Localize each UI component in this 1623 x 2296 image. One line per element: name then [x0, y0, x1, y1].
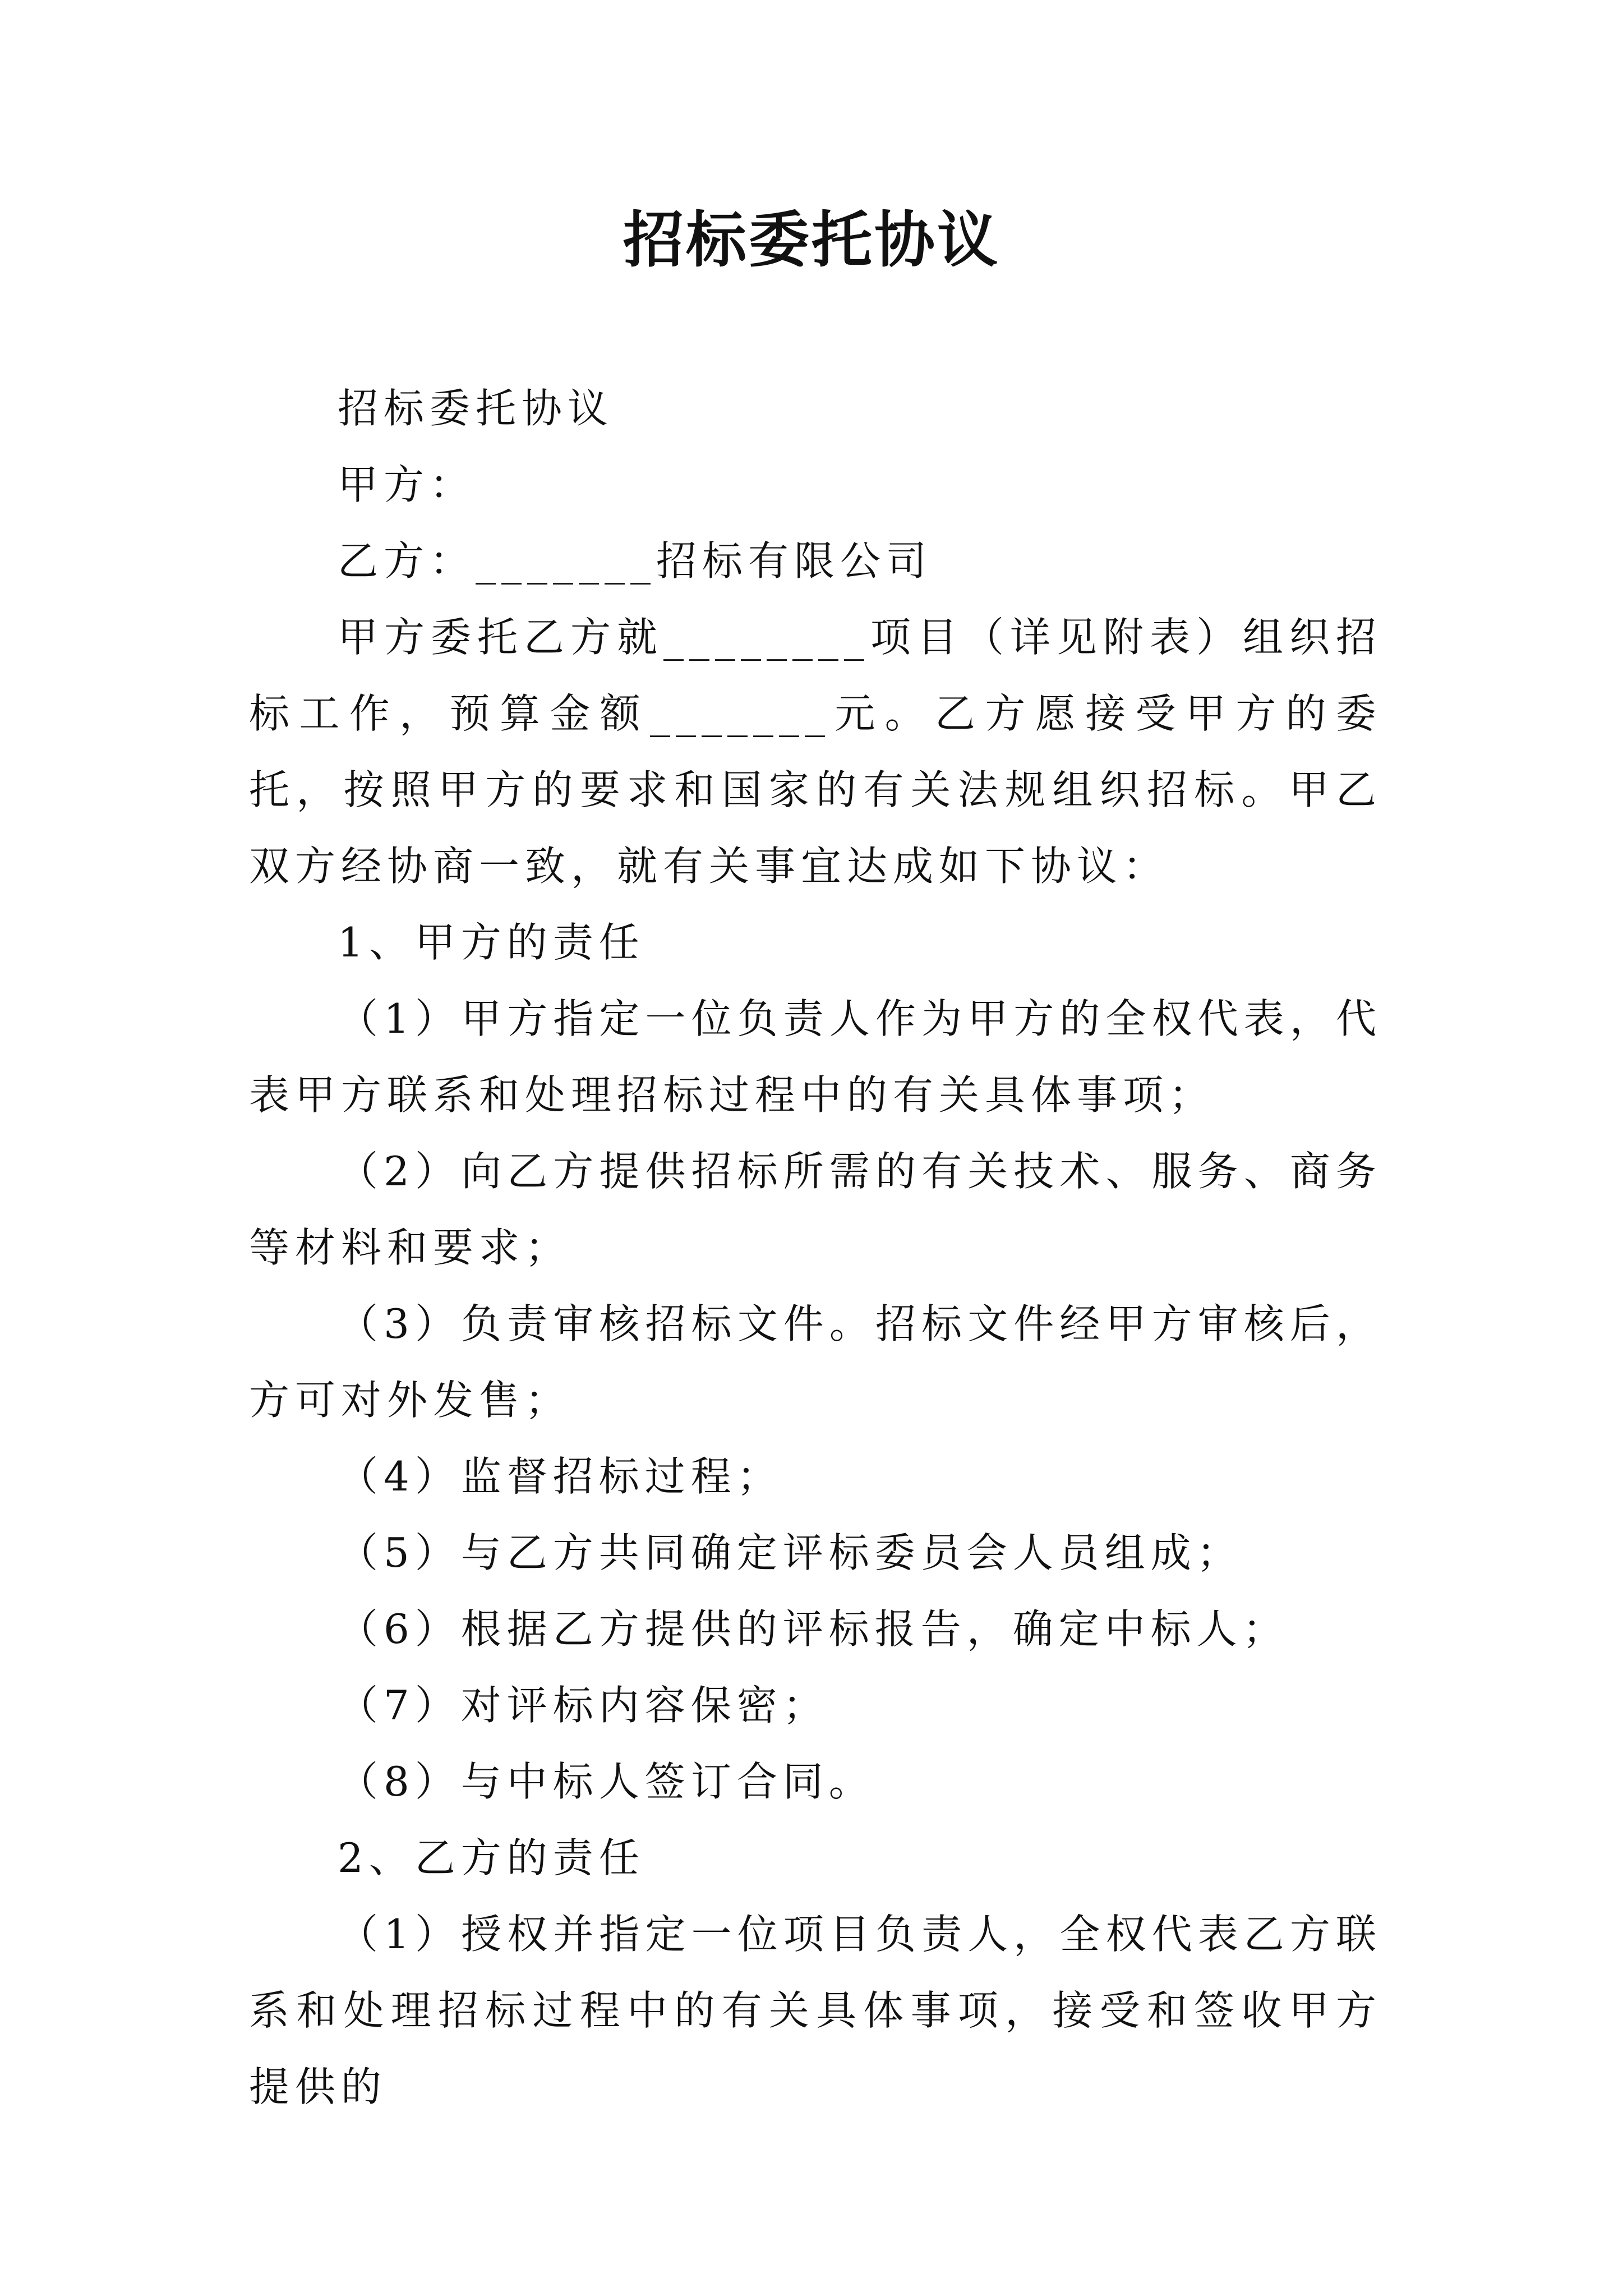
clause-item: （2）向乙方提供招标所需的有关技术、服务、商务等材料和要求； [249, 1148, 1382, 1271]
intro-paragraph: 甲方委托乙方就________项目（详见附表）组织招标工作，预算金额_______元。乙方愿接受甲方的委托，按照甲方的要求和国家的有关法规组织招标。甲乙双方经协商一致，就有关事宜达成如下协议： [249, 614, 1382, 890]
document-title: 招标委托协议 [623, 205, 1000, 275]
clause-item: （6）根据乙方提供的评标报告，确定中标人； [338, 1605, 1289, 1653]
section-heading-party-b: 2、乙方的责任 [338, 1834, 645, 1881]
section-heading-party-a: 1、甲方的责任 [338, 919, 645, 966]
document-body [249, 370, 1382, 2125]
party-b-line: 乙方：_______招标有限公司 [338, 537, 933, 585]
clause-item: （1）甲方指定一位负责人作为甲方的全权代表，代表甲方联系和处理招标过程中的有关具体事项； [249, 995, 1382, 1119]
clause-item: （7）对评标内容保密； [338, 1682, 829, 1729]
clause-item: （5）与乙方共同确定评标委员会人员组成； [338, 1529, 1243, 1576]
party-a-line: 甲方： [338, 461, 476, 508]
clause-item: （8）与中标人签订合同。 [338, 1758, 875, 1805]
body-heading: 招标委托协议 [338, 385, 614, 432]
clause-item: （4）监督招标过程； [338, 1453, 783, 1500]
clause-item: （3）负责审核招标文件。招标文件经甲方审核后，方可对外发售； [249, 1300, 1382, 1424]
clause-item: （1）授权并指定一位项目负责人，全权代表乙方联系和处理招标过程中的有关具体事项，接受和签收甲方提供的 [249, 1911, 1382, 2110]
